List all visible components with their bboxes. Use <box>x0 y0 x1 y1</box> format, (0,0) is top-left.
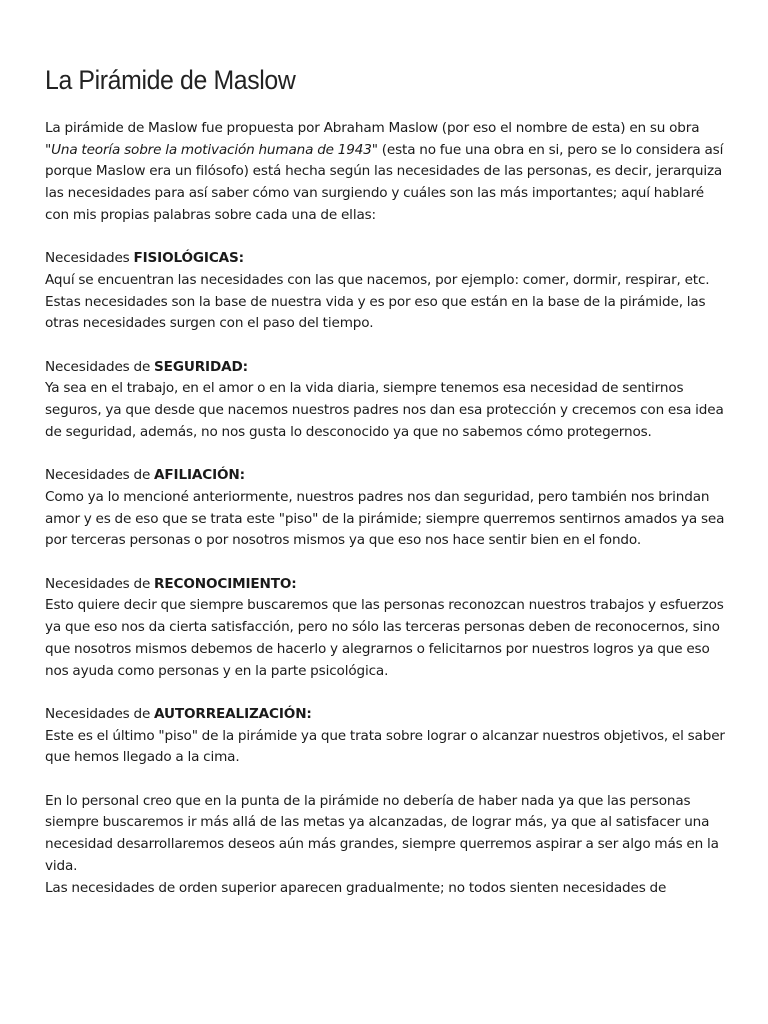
section-heading: AFILIACIÓN: <box>154 467 245 484</box>
final-line: Las necesidades de orden superior aparecen gradualmente; no todos sienten necesidades de <box>45 879 667 896</box>
section-text: Como ya lo mencioné anteriormente, nuestros padres nos dan seguridad, pero también nos brindan amor y es de eso que se trata este "piso" de la pirámide; siempre querremos sentirnos amados ya sea por terceras personas o por nosotros mismos ya que eso nos hace sentir bien en el fondo. <box>45 488 725 549</box>
section-text: Este es el último "piso" de la pirámide ya que trata sobre lograr o alcanzar nuestros objetivos, el saber que hemos llegado a la cima. <box>45 727 725 766</box>
section-paragraph <box>45 248 725 335</box>
section-paragraph <box>45 465 725 552</box>
section-seguridad <box>45 357 725 444</box>
section-text: Esto quiere decir que siempre buscaremos que las personas reconozcan nuestros trabajos y esfuerzos ya que eso nos da cierta satisfacción, pero no sólo las terceras personas deben de reconocernos, sino que nosotros mismos debemos de hacerlo y alegrarnos o felicitarnos por nuestros logros ya que eso nos ayuda como personas y en la parte psicológica. <box>45 597 724 679</box>
section-prefix: Necesidades de <box>45 467 155 484</box>
conclusion-paragraph: En lo personal creo que en la punta de la pirámide no debería de haber nada ya que las personas siempre buscaremos ir más allá de las metas ya alcanzadas, de lograr más, ya que al satisfacer una necesidad desarrollaremos deseos aún más grandes, siempre querremos aspirar a ser algo más en la vida. <box>45 792 719 874</box>
section-paragraph <box>45 574 725 683</box>
intro-paragraph <box>45 118 725 227</box>
section-afiliacion <box>45 465 725 552</box>
section-heading: AUTORREALIZACIÓN: <box>154 705 312 722</box>
section-heading: RECONOCIMIENTO: <box>154 575 297 592</box>
document-page <box>45 62 725 899</box>
section-fisiologicas <box>45 248 725 335</box>
work-title: "Una teoría sobre la motivación humana de 1943" <box>45 141 378 158</box>
section-prefix: Necesidades de <box>45 575 155 592</box>
section-paragraph <box>45 357 725 444</box>
section-heading: SEGURIDAD: <box>154 358 248 375</box>
section-prefix: Necesidades <box>45 250 134 267</box>
section-text: Ya sea en el trabajo, en el amor o en la vida diaria, siempre tenemos esa necesidad de sentirnos seguros, ya que desde que nacemos nuestros padres nos dan esa protección y crecemos con esa idea de seguridad, además, no nos gusta lo desconocido ya que no sabemos cómo protegernos. <box>45 380 724 440</box>
intro-text-start: La pirámide de Maslow fue propuesta por Abraham Maslow (por eso el nombre de esta) en su obra <box>45 120 700 136</box>
section-prefix: Necesidades de <box>45 358 155 375</box>
section-text: Aquí se encuentran las necesidades con las que nacemos, por ejemplo: comer, dormir, respirar, etc. Estas necesidades son la base de nuestra vida y es por eso que están en la base de la pirámide, las otras necesidades surgen con el paso del tiempo. <box>45 271 710 332</box>
section-prefix: Necesidades de <box>45 705 155 722</box>
intro-text-end: (esta no fue una obra en si, pero se lo considera así porque Maslow era un filósofo) está hecha según las necesidades de las personas, es decir, jerarquiza las necesidades para así saber cómo van surgiendo y cuáles son las más importantes; aquí hablaré con mis propias palabras sobre cada una de ellas: <box>45 141 724 223</box>
section-paragraph <box>45 704 725 769</box>
section-heading: FISIOLÓGICAS: <box>133 250 244 267</box>
section-reconocimiento <box>45 574 725 683</box>
section-autorrealizacion <box>45 704 725 769</box>
page-title: La Pirámide de Maslow <box>45 65 296 95</box>
